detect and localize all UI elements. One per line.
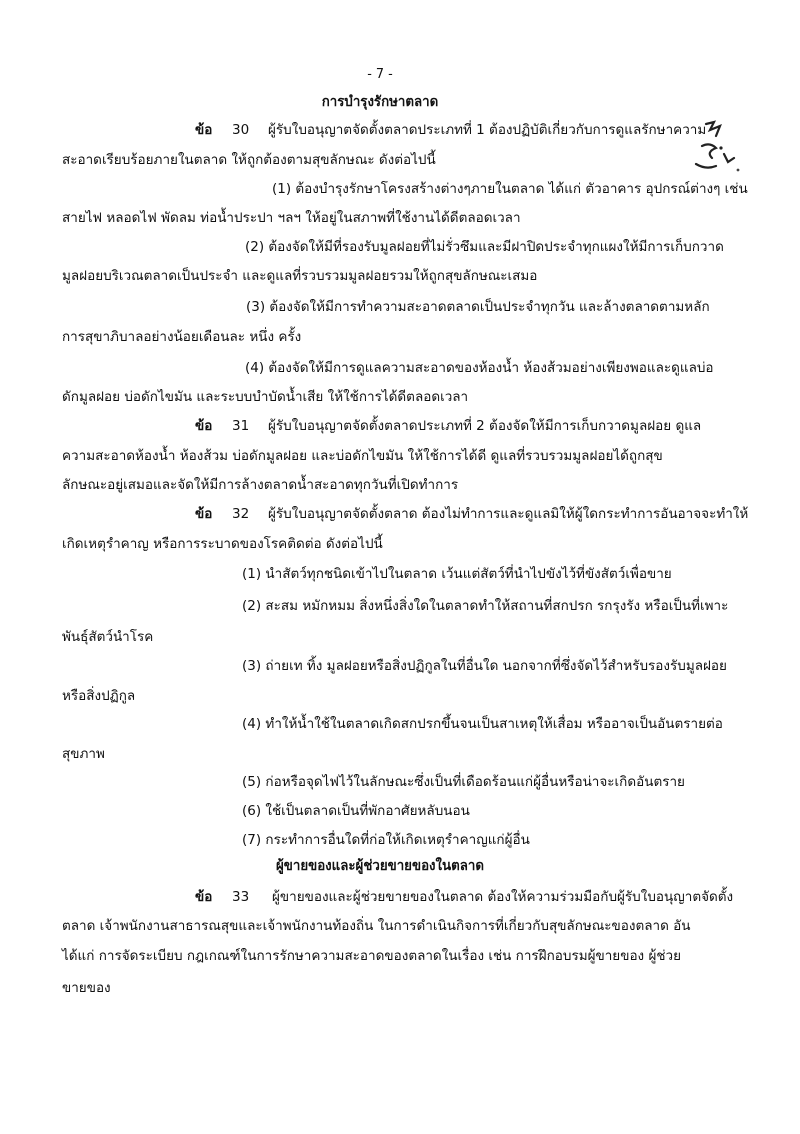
article-33-text: ผู้ขายของและผู้ช่วยขายของในตลาด ต้องให้ความร่วมมือกับผู้รับใบอนุญาตจัดตั้ง — [272, 889, 734, 905]
article-30-item-cont: ดักมูลฝอย บ่อดักไขมัน และระบบบำบัดน้ำเสีย ให้ใช้การได้ดีตลอดเวลา — [62, 389, 469, 405]
article-32-item: (6) ใช้เป็นตลาดเป็นที่พักอาศัยหลับนอน — [242, 803, 470, 819]
article-31-label: ข้อ — [195, 418, 213, 434]
article-32-item-cont: พันธุ์สัตว์นำโรค — [62, 629, 154, 645]
article-33-number: 33 — [232, 889, 250, 905]
article-31-number: 31 — [232, 418, 250, 434]
article-32-text-cont: เกิดเหตุรำคาญ หรือการระบาดของโรคติดต่อ ดังต่อไปนี้ — [62, 536, 383, 552]
article-32-item: (5) ก่อหรือจุดไฟไว้ในลักษณะซึ่งเป็นที่เดือดร้อนแก่ผู้อื่นหรือน่าจะเกิดอันตราย — [242, 774, 685, 790]
article-30-label: ข้อ — [195, 122, 213, 138]
article-30-text-cont: สะอาดเรียบร้อยภายในตลาด ให้ถูกต้องตามสุขลักษณะ ดังต่อไปนี้ — [62, 152, 436, 168]
article-30-item-cont: การสุขาภิบาลอย่างน้อยเดือนละ หนึ่ง ครั้ง — [62, 329, 302, 345]
article-30-number: 30 — [232, 122, 250, 138]
article-33-label: ข้อ — [195, 889, 213, 905]
article-32-number: 32 — [232, 506, 250, 522]
article-30-item: (2) ต้องจัดให้มีที่รองรับมูลฝอยที่ไม่รั่วซึมและมีฝาปิดประจำทุกแผงให้มีการเก็บกวาด — [245, 239, 724, 255]
article-30-item-cont: สายไฟ หลอดไฟ พัดลม ท่อน้ำประปา ฯลฯ ให้อยู่ในสภาพที่ใช้งานได้ดีตลอดเวลา — [62, 210, 521, 226]
article-30-text: ผู้รับใบอนุญาตจัดตั้งตลาดประเภทที่ 1 ต้องปฏิบัติเกี่ยวกับการดูแลรักษาความ — [268, 122, 707, 138]
article-30-item: (4) ต้องจัดให้มีการดูแลความสะอาดของห้องน้ำ ห้องส้วมอย่างเพียงพอและดูแลบ่อ — [245, 360, 714, 376]
article-32-item-cont: สุขภาพ — [62, 746, 105, 762]
article-33-text-cont: ได้แก่ การจัดระเบียบ กฎเกณฑ์ในการรักษาความสะอาดของตลาดในเรื่อง เช่น การฝึกอบรมผู้ขายของ ผู้ช่วย — [62, 948, 682, 964]
article-32-item: (1) นำสัตว์ทุกชนิดเข้าไปในตลาด เว้นแต่สัตว์ที่นำไปขังไว้ที่ขังสัตว์เพื่อขาย — [242, 566, 672, 582]
article-30-item: (3) ต้องจัดให้มีการทำความสะอาดตลาดเป็นประจำทุกวัน และล้างตลาดตามหลัก — [246, 299, 710, 315]
article-31-text: ผู้รับใบอนุญาตจัดตั้งตลาดประเภทที่ 2 ต้องจัดให้มีการเก็บกวาดมูลฝอย ดูแล — [268, 418, 702, 434]
article-32-label: ข้อ — [195, 506, 213, 522]
article-32-item: (7) กระทำการอื่นใดที่ก่อให้เกิดเหตุรำคาญแก่ผู้อื่น — [242, 832, 530, 848]
article-32-item-cont: หรือสิ่งปฏิกูล — [62, 688, 136, 704]
margin-scribble-icon — [676, 118, 756, 178]
article-33-text-cont: ขายของ — [62, 980, 111, 996]
section-heading-market-maintenance: การบำรุงรักษาตลาด — [321, 94, 439, 110]
article-30-item: (1) ต้องบำรุงรักษาโครงสร้างต่างๆภายในตลาด ได้แก่ ตัวอาคาร อุปกรณ์ต่างๆ เช่น — [272, 181, 748, 197]
article-31-text-cont: ลักษณะอยู่เสมอและจัดให้มีการล้างตลาดน้ำสะอาดทุกวันที่เปิดทำการ — [62, 477, 459, 493]
article-30-item-cont: มูลฝอยบริเวณตลาดเป็นประจำ และดูแลที่รวบรวมมูลฝอยรวมให้ถูกสุขลักษณะเสมอ — [62, 268, 538, 284]
article-32-text: ผู้รับใบอนุญาตจัดตั้งตลาด ต้องไม่ทำการและดูแลมิให้ผู้ใดกระทำการอันอาจจะทำให้ — [268, 506, 749, 522]
section-heading-vendors: ผู้ขายของและผู้ช่วยขายของในตลาด — [275, 858, 485, 874]
article-31-text-cont: ความสะอาดห้องน้ำ ห้องส้วม บ่อดักมูลฝอย และบ่อดักไขมัน ให้ใช้การได้ดี ดูแลที่รวบรวมมูลฝอยได้ถูกสุข — [62, 448, 663, 464]
page-number: - 7 - — [367, 66, 393, 82]
article-32-item: (3) ถ่ายเท ทิ้ง มูลฝอยหรือสิ่งปฏิกูลในที่อื่นใด นอกจากที่ซึ่งจัดไว้สำหรับรองรับมูลฝอย — [242, 658, 727, 674]
article-32-item: (2) สะสม หมักหมม สิ่งหนึ่งสิ่งใดในตลาดทำให้สถานที่สกปรก รกรุงรัง หรือเป็นที่เพาะ — [242, 598, 729, 614]
article-32-item: (4) ทำให้น้ำใช้ในตลาดเกิดสกปรกขึ้นจนเป็นสาเหตุให้เสื่อม หรืออาจเป็นอันตรายต่อ — [242, 716, 723, 732]
article-33-text-cont: ตลาด เจ้าพนักงานสาธารณสุขและเจ้าพนักงานท้องถิ่น ในการดำเนินกิจการที่เกี่ยวกับสุขลักษณะของตลาด อัน — [62, 918, 691, 934]
